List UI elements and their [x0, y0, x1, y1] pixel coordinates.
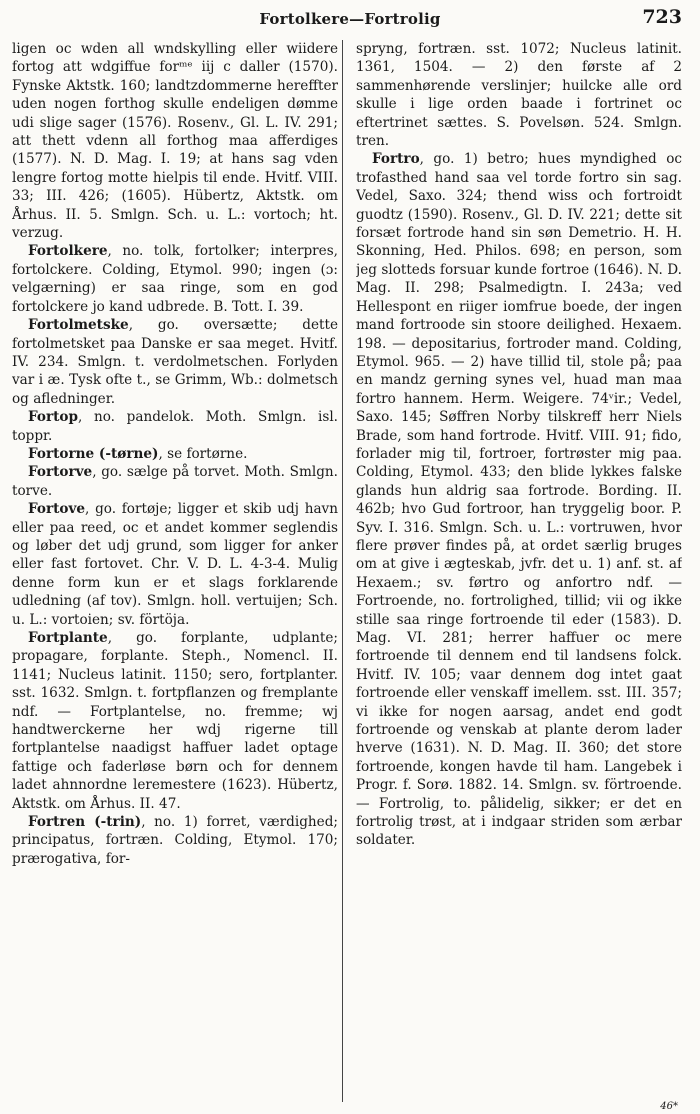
entry-headword: Fortolkere — [28, 243, 108, 260]
dictionary-entry — [356, 150, 682, 849]
entry-text: , no. tolk, fortolker; interpres, fortolckere. Colding, Etymol. 990; ingen (ɔ: velgærning) er saa ringe, som en god fortolckere jo kand udbrede. B. Tott. I. 39. — [12, 243, 338, 315]
entry-headword: Fortren (-trin) — [28, 814, 142, 831]
dictionary-entry — [12, 500, 338, 629]
page-number: 723 — [642, 6, 682, 28]
page-header — [0, 4, 700, 34]
dictionary-entry — [12, 316, 338, 408]
entry-headword: Fortolmetske — [28, 317, 129, 334]
entry-headword: Fortop — [28, 409, 78, 426]
entry-text: , go. 1) betro; hues myndighed oc trofasthed hand saa vel torde fortro sin sag. Vedel, Saxo. 324; thend wiss och fortroidt guodtz (1590). Rosenv., Gl. D. IV. 221; dette sit forsæt fortrode hand sin søn Demetrio. H. H. Skonning, Hed. Philos. 698; en person, som jeg slotteds forsuar kunde fortroe (1646). N. D. Mag. II. 298; Psalmedigtn. I. 243a; ved Hellespont en riiger iomfrue boede, der ingen mand fortroode sin stoore deilighed. Hexaem. 198. — depositarius, fortroder mand. Colding, Etymol. 965. — 2) have tillid til, stole på; paa en mandz gerning synes vel, huad man maa fortro hannem. Herm. Weigere. 74ᵛir.; Vedel, Saxo. 145; Søffren Norby tilskreff herr Niels Brade, som hand fortrode. Hvitf. VIII. 91; fido, forlader mig til, fortroer, fortrøster mig paa. Colding, Etymol. 433; den blide lykkes falske glands hun aldrig saa fortrode. Bording. II. 462b; hvo Gud fortroor, han tryggelig boor. P. Syv. I. 316. Smlgn. Sch. u. L.: vortruwen, hvor flere prøver findes på, at ordet særlig bruges om at give i ægteskab, jvfr. det u. 1) anf. st. af Hexaem.; sv. førtro og anfortro ndf. — Fortroende, no. fortrolighed, tillid; vii og ikke stille saa ringe fortroende til eder (1583). D. Mag. VI. 281; herrer haffuer oc mere fortroende til dennem end til landsens folck. Hvitf. IV. 105; vaar dennem dog intet gaat fortroende eller venskaff imellem. sst. III. 357; vi ikke for nogen aarsag, andet end godt fortroende og venskab at plante derom lader hverve (1631). N. D. Mag. II. 360; det store fortroende, kongen havde til ham. Langebek i Progr. f. Sorø. 1882. 14. Smlgn. sv. förtroende. — Fortrolig, to. pålidelig, sikker; er det en fortrolig trøst, at i indgaar striden som ærbar soldater. — [356, 151, 682, 849]
left-column — [12, 40, 338, 1100]
right-column — [356, 40, 682, 1100]
entry-headword: Fortplante — [28, 630, 108, 646]
entry-text: , no. pandelok. Moth. Smlgn. isl. toppr. — [12, 409, 338, 444]
entry-text: spryng, fortræn. sst. 1072; Nucleus latinit. 1361, 1504. — 2) den første af 2 sammenhørende verslinjer; huilcke alle ord skulle i lige orden baade i fortrinet oc eftertrinet sættes. S. Povelsøn. 524. Smlgn. tren. — [356, 41, 682, 150]
dictionary-entry — [12, 40, 338, 242]
dictionary-entry — [356, 40, 682, 150]
column-divider — [342, 40, 343, 1102]
entry-text: , se fortørne. — [158, 445, 248, 462]
entry-text: , go. oversætte; dette fortolmetsket paa Danske er saa meget. Hvitf. IV. 234. Smlgn. t. verdolmetschen. Forlyden var i æ. Tysk ofte t., se Grimm, Wb.: dolmetsch og afledninger. — [12, 317, 338, 407]
dictionary-entry — [12, 445, 338, 463]
entry-text: , go. sælge på torvet. Moth. Smlgn. torve. — [12, 464, 338, 499]
entry-text: , go. fortøje; ligger et skib udj havn eller paa reed, oc et andet kommer seglendis og løber det udj grund, som ligger for anker eller fast fortovet. Chr. V. D. L. 4-3-4. Mulig denne form kun er et slags forklarende udledning (af tov). Smlgn. holl. vertuijen; Sch. u. L.: vortoien; sv. förtöja. — [12, 501, 338, 628]
running-head: Fortolkere—Fortrolig — [259, 10, 441, 28]
entry-headword: Fortove — [28, 501, 86, 518]
entry-headword: Fortorve — [28, 464, 93, 481]
dictionary-entry — [12, 629, 338, 813]
entry-text: , no. 1) forret, værdighed; principatus, fortræn. Colding, Etymol. 170; prærogativa, for- — [12, 814, 338, 867]
entry-headword: Fortorne (-tørne) — [28, 445, 159, 462]
entry-text: ligen oc wden all wndskylling eller wiidere fortog att wdgiffue forᵐᵉ iij c daller (1570). Fynske Aktstk. 160; landtzdommerne hereffter uden nogen forthog skulle endeligen dømme udi slige sager (1576). Rosenv., Gl. L. IV. 291; att thett vdenn all forthog maa afferdiges (1577). N. D. Mag. I. 19; at hans sag vden lengre fortog motte hielpis til ende. Hvitf. VIII. 33; III. 426; (1605). Hübertz, Aktstk. om Århus. II. 5. Smlgn. Sch. u. L.: vortoch; ht. verzug. — [12, 41, 338, 242]
signature-mark: 46* — [660, 1101, 678, 1112]
dictionary-entry — [12, 242, 338, 316]
dictionary-entry — [12, 813, 338, 868]
entry-headword: Fortro — [372, 151, 420, 168]
dictionary-entry — [12, 408, 338, 445]
entry-text: , go. forplante, udplante; propagare, forplante. Steph., Nomencl. II. 1141; Nucleus latinit. 1150; sero, fortplanter. sst. 1632. Smlgn. t. fortpflanzen og fremplante ndf. — Fortplantelse, no. fremme; wj handtwerckerne her wdj rigerne till fortplantelse naadigst haffuer ladet optage fattige och faderløse børn och for dennem ladet ahnnordne leremestere (1623). Hübertz, Aktstk. om Århus. II. 47. — [12, 630, 338, 812]
dictionary-entry — [12, 463, 338, 500]
